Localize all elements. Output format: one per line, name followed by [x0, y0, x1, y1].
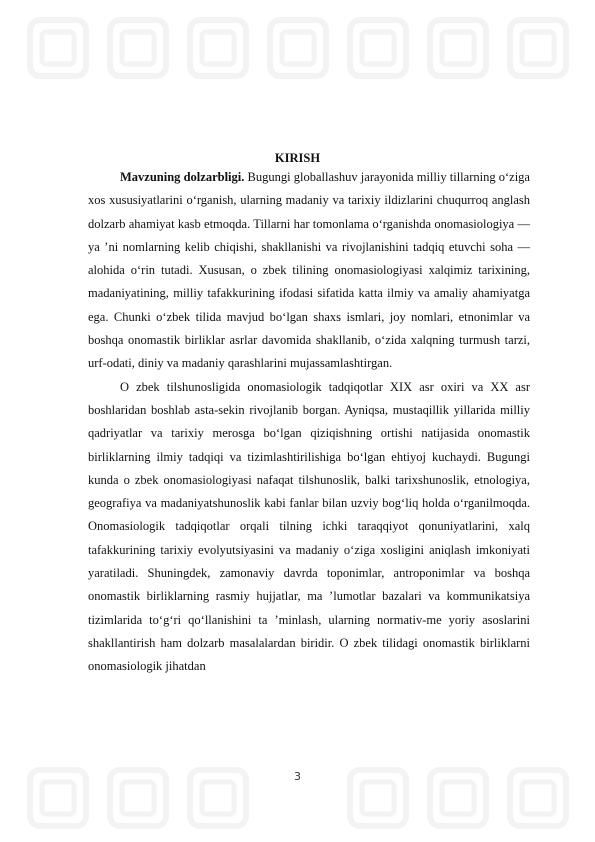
paragraph-lead: Mavzuning dolzarbligi. [120, 170, 245, 184]
body-text [88, 166, 530, 679]
page-number: 3 [294, 770, 301, 783]
section-heading: KIRISH [274, 151, 321, 165]
paragraph-relevance [88, 166, 530, 376]
paragraph-text: O zbek tilshunosligida onomasiologik tadqiqotlar XIX asr oxiri va XX asr boshlaridan boshlab asta-sekin rivojlanib borgan. Ayniqsa, mustaqillik yillarida milliy qadriyatlar va tarixiy merosga bo‘lgan qiziqishning ortishi natijasida onomastik birliklarning ilmiy tadqiqi va tizimlashtirilishiga bo‘lgan ehtiyoj kuchaydi. Bugungi kunda o zbek onomasiologiyasi nafaqat tilshunoslik, balki tarixshunoslik, etnologiya, geografiya va madaniyatshunoslik kabi fanlar bilan uzviy bog‘liq holda o‘rganilmoqda. Onomasiologik tadqiqotlar orqali tilning ichki taraqqiyot qonuniyatlarini, xalq tafakkurining tarixiy evolyutsiyasini va madaniy o‘ziga xosligini aniqlash imkoniyati yaratiladi. Shuningdek, zamonaviy davrda toponimlar, antroponimlar va boshqa onomastik birliklarning rasmiy hujjatlar, ma ʼlumotlar bazalari va kommunikatsiya tizimlarida to‘g‘ri qo‘llanishini ta ʼminlash, ularning normativ-me yoriy asoslarini shakllantirish ham dolzarb masalalardan biridir. O zbek tilidagi onomastik birliklarni onomasiologik jihatdan [88, 379, 530, 674]
paragraph-text: Bugungi globallashuv jarayonida milliy tillarning o‘ziga xos xususiyatlarini o‘rganish, ularning madaniy va tarixiy ildizlarini chuqurroq anglash dolzarb ahamiyat kasb etmoqda. Tillarni har tomonlama o‘rganishda onomasiologiya — ya ʼni nomlarning kelib chiqishi, shakllanishi va rivojlanishini tadqiq etuvchi soha — alohida o‘rin tutadi. Xususan, o zbek tilining onomasiologiyasi xalqimiz tarixining, madaniyatining, milliy tafakkurining ifodasi sifatida katta ilmiy va amaliy ahamiyatga ega. Chunki o‘zbek tilida mavjud bo‘lgan shaxs ismlari, joy nomlari, etnonimlar va boshqa onomastik birliklar asrlar davomida shakllanib, o‘zida xalqning turmush tarzi, urf-odati, diniy va madaniy qarashlarini mujassamlashtirgan. [88, 170, 530, 371]
paragraph-history [88, 376, 530, 679]
watermark-row-top [30, 20, 566, 76]
